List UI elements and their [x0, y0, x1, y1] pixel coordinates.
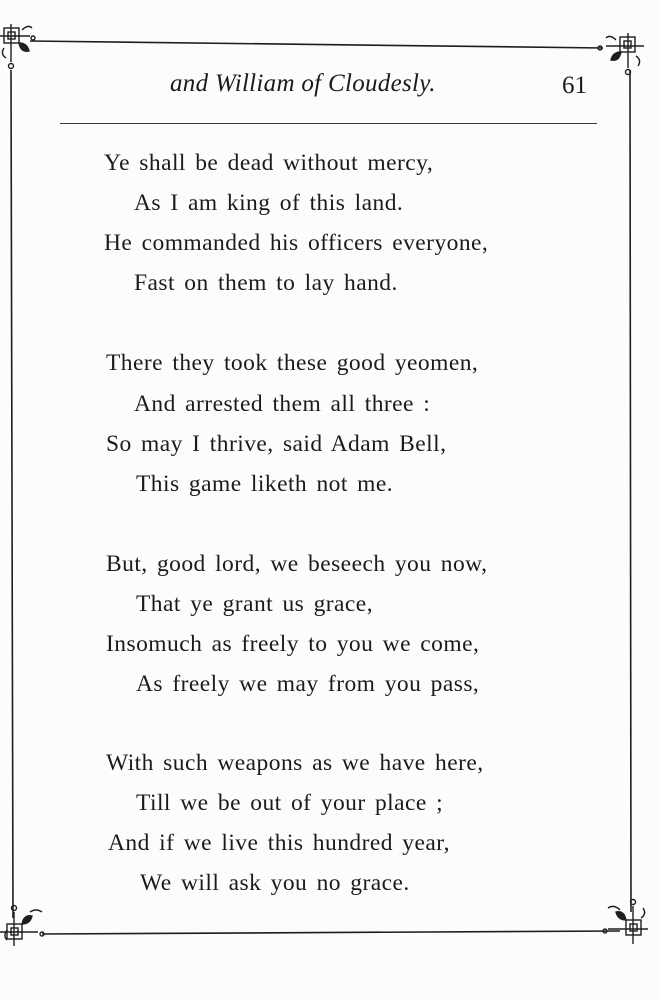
- border-bottom-line: [42, 931, 620, 934]
- verse-line: As I am king of this land.: [134, 190, 404, 216]
- header-rule: [60, 123, 597, 124]
- verse-line: Fast on them to lay hand.: [134, 270, 398, 296]
- verse-line: And arrested them all three :: [134, 391, 431, 417]
- border-left-line: [11, 70, 13, 918]
- border-top-line: [30, 41, 603, 48]
- verse-line: This game liketh not me.: [136, 471, 394, 497]
- verse-line: He commanded his officers everyone,: [104, 230, 489, 256]
- verse-line: We will ask you no grace.: [140, 870, 410, 896]
- verse-line: With such weapons as we have here,: [106, 750, 484, 776]
- verse-line: Till we be out of your place ;: [136, 790, 444, 816]
- verse-line: That ye grant us grace,: [136, 591, 374, 617]
- fleuron-corner-icon: [0, 24, 35, 69]
- verse-line: And if we live this hundred year,: [108, 830, 450, 856]
- fleuron-corner-icon: [598, 33, 644, 75]
- verse-line: But, good lord, we beseech you now,: [106, 551, 488, 577]
- verse-line: So may I thrive, said Adam Bell,: [106, 431, 447, 457]
- fleuron-corner-icon: [603, 900, 648, 945]
- border-right-line: [630, 70, 631, 912]
- verse-line: There they took these good yeomen,: [106, 350, 479, 376]
- verse-line: As freely we may from you pass,: [136, 671, 480, 697]
- fleuron-corner-icon: [0, 906, 44, 947]
- running-head-title: and William of Cloudesly.: [170, 70, 436, 97]
- running-head: [60, 70, 599, 106]
- verse-line: Ye shall be dead without mercy,: [104, 150, 434, 176]
- verse-line: Insomuch as freely to you we come,: [106, 631, 480, 657]
- page-number: 61: [562, 72, 587, 99]
